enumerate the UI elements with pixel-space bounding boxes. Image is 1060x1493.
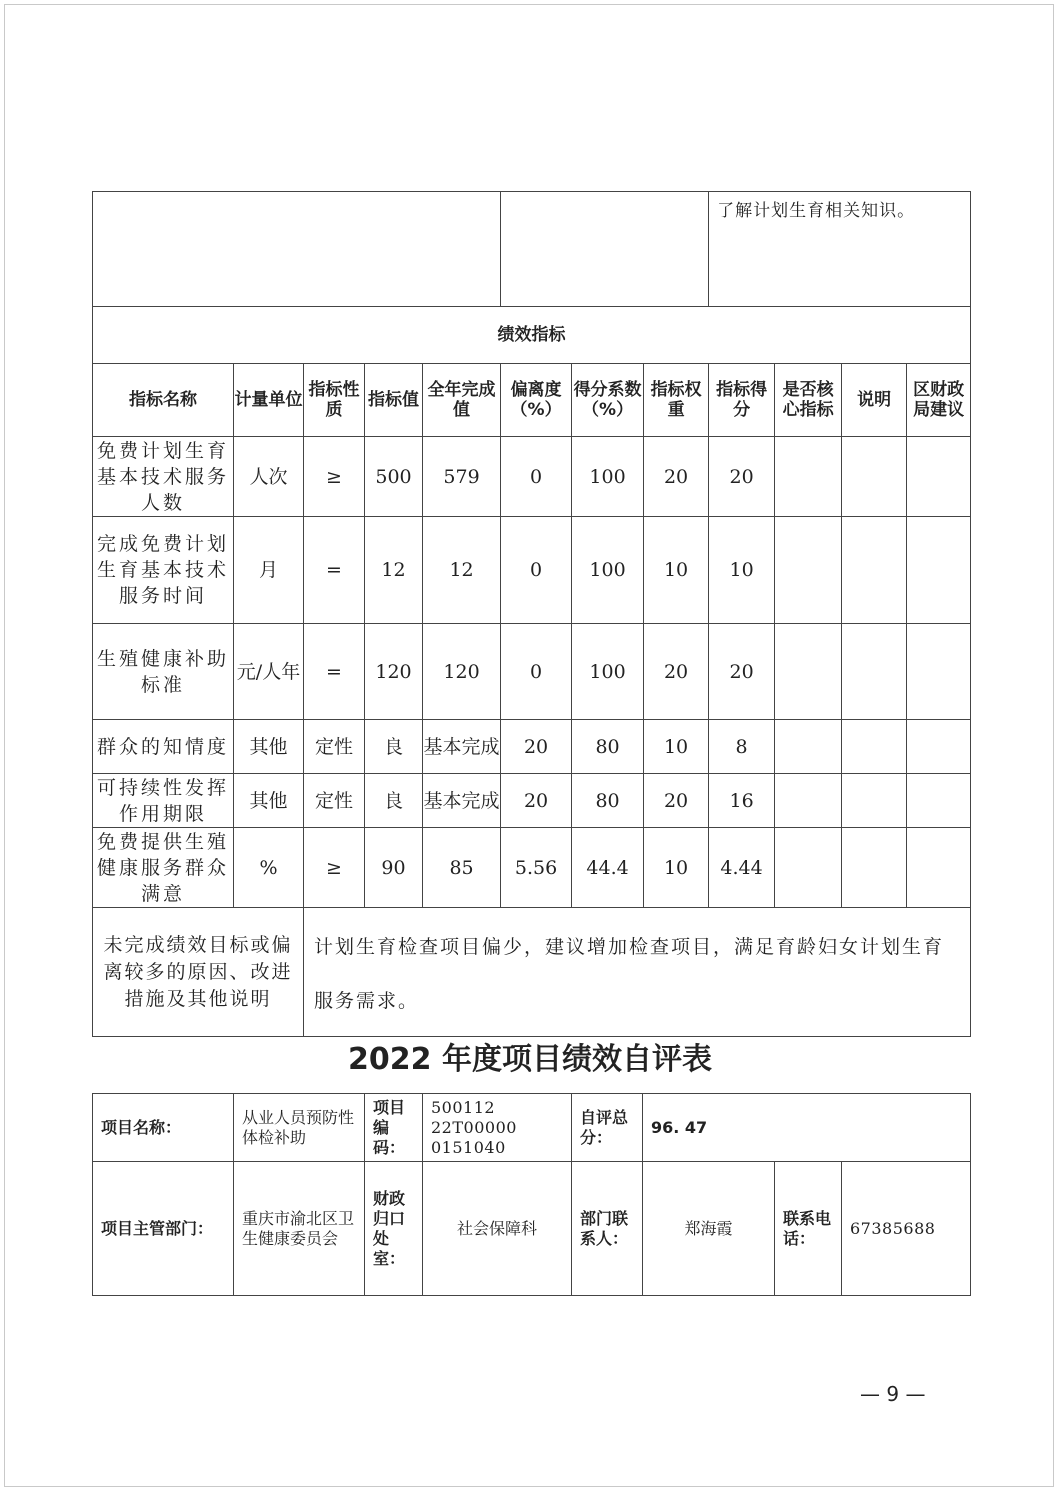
row-core <box>775 774 842 828</box>
explanation-row <box>93 908 971 1037</box>
section-title: 绩效指标 <box>93 307 971 364</box>
row-coef: 80 <box>572 774 644 828</box>
row-actual: 579 <box>423 437 501 517</box>
row-unit: % <box>234 828 304 908</box>
row-core <box>775 624 842 720</box>
header-nature: 指标性质 <box>304 364 365 437</box>
self-score-label: 自评总分： <box>572 1094 643 1162</box>
unfinished-text: 计划生育检查项目偏少，建议增加检查项目，满足育龄妇女计划生育服务需求。 <box>304 908 971 1037</box>
row-advice <box>907 517 971 624</box>
project-code-label: 项目编码： <box>365 1094 423 1162</box>
row-note <box>842 437 907 517</box>
project-info-table <box>92 1093 971 1296</box>
row-name: 生殖健康补助标准 <box>93 624 234 720</box>
row-value: 500 <box>365 437 423 517</box>
top-note: 了解计划生育相关知识。 <box>709 192 971 307</box>
table-row <box>93 517 971 624</box>
row-actual: 120 <box>423 624 501 720</box>
empty-cell <box>501 192 709 307</box>
header-unit: 计量单位 <box>234 364 304 437</box>
row-deviation: 5.56 <box>501 828 572 908</box>
page-number: — 9 — <box>860 1382 926 1406</box>
self-score: 96. 47 <box>643 1094 971 1162</box>
row-score: 8 <box>709 720 775 774</box>
row-weight: 20 <box>644 624 709 720</box>
header-score: 指标得分 <box>709 364 775 437</box>
table-row <box>93 437 971 517</box>
row-nature: 定性 <box>304 720 365 774</box>
header-note: 说明 <box>842 364 907 437</box>
row-unit: 其他 <box>234 720 304 774</box>
table-row <box>93 720 971 774</box>
row-nature: = <box>304 517 365 624</box>
row-score: 4.44 <box>709 828 775 908</box>
row-score: 16 <box>709 774 775 828</box>
row-deviation: 0 <box>501 517 572 624</box>
row-deviation: 20 <box>501 774 572 828</box>
header-actual: 全年完成值 <box>423 364 501 437</box>
header-name: 指标名称 <box>93 364 234 437</box>
table-row <box>93 624 971 720</box>
project-name-label: 项目名称： <box>93 1094 234 1162</box>
header-value: 指标值 <box>365 364 423 437</box>
header-advice: 区财政局建议 <box>907 364 971 437</box>
contact-person: 郑海霞 <box>643 1162 775 1296</box>
empty-cell <box>93 192 501 307</box>
row-value: 良 <box>365 720 423 774</box>
contact-label: 部门联系人： <box>572 1162 643 1296</box>
row-advice <box>907 437 971 517</box>
row-note <box>842 720 907 774</box>
row-deviation: 20 <box>501 720 572 774</box>
row-advice <box>907 828 971 908</box>
project-name: 从业人员预防性体检补助 <box>234 1094 365 1162</box>
phone: 67385688 <box>842 1162 971 1296</box>
top-row <box>93 192 971 307</box>
form-title: 2022 年度项目绩效自评表 <box>348 1042 712 1077</box>
row-actual: 12 <box>423 517 501 624</box>
row-advice <box>907 720 971 774</box>
row-note <box>842 828 907 908</box>
row-core <box>775 437 842 517</box>
row-name: 免费提供生殖健康服务群众满意 <box>93 828 234 908</box>
header-core: 是否核心指标 <box>775 364 842 437</box>
row-unit: 元/人年 <box>234 624 304 720</box>
row-coef: 100 <box>572 624 644 720</box>
header-weight: 指标权重 <box>644 364 709 437</box>
row-note <box>842 624 907 720</box>
row-actual: 基本完成 <box>423 774 501 828</box>
dept-label: 项目主管部门： <box>93 1162 234 1296</box>
row-score: 20 <box>709 624 775 720</box>
row-coef: 44.4 <box>572 828 644 908</box>
row-coef: 100 <box>572 437 644 517</box>
dept: 重庆市渝北区卫生健康委员会 <box>234 1162 365 1296</box>
row-unit: 月 <box>234 517 304 624</box>
row-actual: 85 <box>423 828 501 908</box>
row-coef: 80 <box>572 720 644 774</box>
row-weight: 10 <box>644 828 709 908</box>
row-unit: 其他 <box>234 774 304 828</box>
row-value: 120 <box>365 624 423 720</box>
row-unit: 人次 <box>234 437 304 517</box>
unfinished-label: 未完成绩效目标或偏离较多的原因、改进措施及其他说明 <box>93 908 304 1037</box>
row-weight: 20 <box>644 774 709 828</box>
row-coef: 100 <box>572 517 644 624</box>
row-name: 完成免费计划生育基本技术服务时间 <box>93 517 234 624</box>
finance-office: 社会保障科 <box>423 1162 572 1296</box>
row-value: 良 <box>365 774 423 828</box>
header-row <box>93 364 971 437</box>
row-core <box>775 828 842 908</box>
row-weight: 10 <box>644 720 709 774</box>
row-value: 90 <box>365 828 423 908</box>
row-advice <box>907 774 971 828</box>
row-name: 免费计划生育基本技术服务人数 <box>93 437 234 517</box>
row-weight: 10 <box>644 517 709 624</box>
row-deviation: 0 <box>501 437 572 517</box>
table-row <box>93 828 971 908</box>
header-coef: 得分系数（%） <box>572 364 644 437</box>
row-note <box>842 774 907 828</box>
row-nature: 定性 <box>304 774 365 828</box>
row-score: 10 <box>709 517 775 624</box>
phone-label: 联系电话： <box>775 1162 842 1296</box>
row-deviation: 0 <box>501 624 572 720</box>
row-nature: ≥ <box>304 828 365 908</box>
row-name: 群众的知情度 <box>93 720 234 774</box>
table-row <box>93 774 971 828</box>
row-actual: 基本完成 <box>423 720 501 774</box>
finance-label: 财政归口处室： <box>365 1162 423 1296</box>
row-core <box>775 720 842 774</box>
row-core <box>775 517 842 624</box>
row-nature: ≥ <box>304 437 365 517</box>
row-weight: 20 <box>644 437 709 517</box>
header-deviation: 偏离度（%） <box>501 364 572 437</box>
row-value: 12 <box>365 517 423 624</box>
row-name: 可持续性发挥作用期限 <box>93 774 234 828</box>
row-score: 20 <box>709 437 775 517</box>
row-advice <box>907 624 971 720</box>
row-nature: = <box>304 624 365 720</box>
performance-table <box>92 191 971 1037</box>
project-code: 500112​22T00000​0151040 <box>423 1094 572 1162</box>
row-note <box>842 517 907 624</box>
